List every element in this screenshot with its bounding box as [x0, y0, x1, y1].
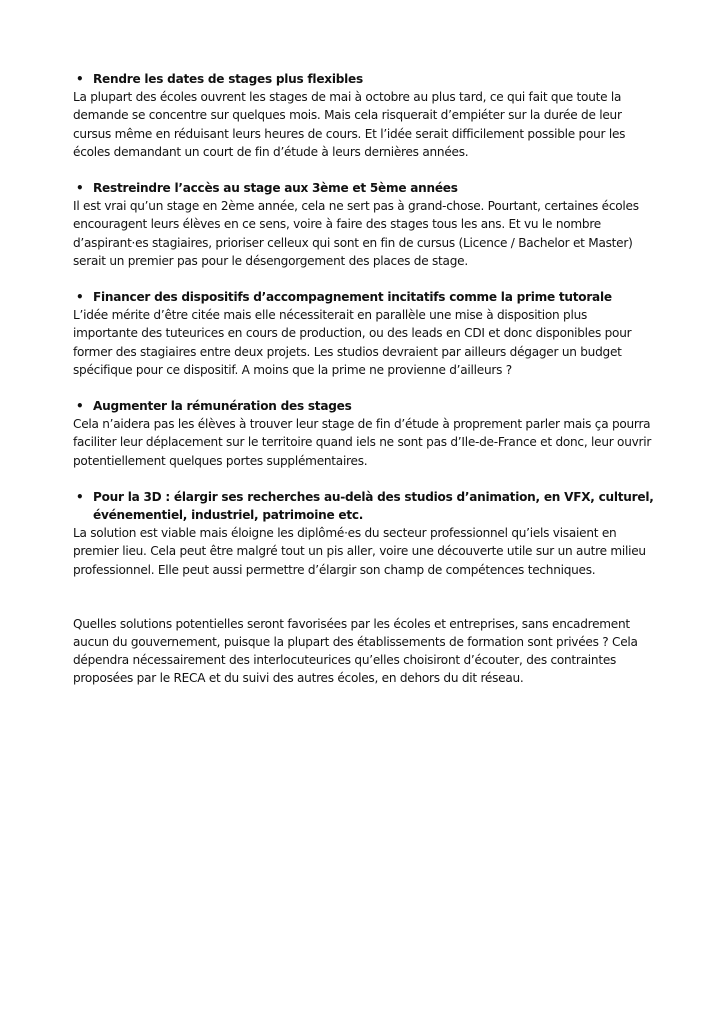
bullet-icon: •: [76, 489, 84, 504]
section-flexible-dates: [73, 70, 655, 161]
section-heading: Financer des dispositifs d’accompagnement incitatifs comme la prime tutorale: [93, 290, 612, 305]
section-restrict-access: [73, 179, 655, 270]
paragraph-spacer: [73, 597, 655, 615]
section-heading: Pour la 3D : élargir ses recherches au-delà des studios d’animation, en VFX, culturel, événementiel, industriel, patrimoine etc.: [93, 489, 654, 523]
section-body: L’idée mérite d’être citée mais elle nécessiterait en parallèle une mise à disposition plus importante des tuteurices en cours de production, ou des leads en CDI et donc disponibles pour former des stagiaires entre deux projets. Les studios devraient par ailleurs dégager un budget spécifique pour ce dispositif. A moins que la prime ne provienne d’ailleurs ?: [73, 308, 632, 377]
section-body: Il est vrai qu’un stage en 2ème année, cela ne sert pas à grand-chose. Pourtant, certaines écoles encouragent leurs élèves en ce sens, voire à faire des stages tous les ans. Et vu le nombre d’aspirant·es stagiaires, prioriser celleux qui sont en fin de cursus (Licence / Bachelor et Master) serait un premier pas pour le désengorgement des places de stage.: [73, 199, 639, 268]
document-page: [73, 70, 655, 688]
section-body: La plupart des écoles ouvrent les stages de mai à octobre au plus tard, ce qui fait que toute la demande se concentre sur quelques mois. Mais cela risquerait d’empiéter sur la durée de leur cursus même en réduisant leurs heures de cours. Et l’idée serait difficilement possible pour les écoles demandant un court de fin d’étude à leurs dernières années.: [73, 90, 626, 159]
bullet-heading: [73, 288, 655, 306]
conclusion-paragraph: Quelles solutions potentielles seront favorisées par les écoles et entreprises, sans encadrement aucun du gouvernement, puisque la plupart des établissements de formation sont privées ? Cela dépendra nécessairement des interlocuteurices qu’elles choisiront d’écouter, des contraintes proposées par le RECA et du suivi des autres écoles, en dehors du dit réseau.: [73, 616, 638, 686]
bullet-heading: [73, 397, 655, 415]
bullet-icon: •: [76, 72, 84, 86]
section-body: La solution est viable mais éloigne les diplômé·es du secteur professionnel qu’iels visaient en premier lieu. Cela peut être malgré tout un pis aller, voire une découverte utile sur un autre milieu professionnel. Elle peut aussi permettre d’élargir son champ de compétences techniques.: [73, 526, 646, 577]
section-heading: Rendre les dates de stages plus flexibles: [93, 72, 363, 86]
bullet-heading: [73, 179, 655, 197]
section-heading: Augmenter la rémunération des stages: [93, 399, 352, 414]
bullet-heading: [73, 70, 655, 88]
section-body: Cela n’aidera pas les élèves à trouver leur stage de fin d’étude à proprement parler mais ça pourra faciliter leur déplacement sur le territoire quand iels ne sont pas d’Ile-de-France et donc, leur ouvrir potentiellement quelques portes supplémentaires.: [73, 417, 652, 468]
bullet-icon: •: [76, 290, 84, 305]
section-3d-broaden: [73, 488, 655, 579]
bullet-icon: •: [76, 181, 84, 196]
bullet-icon: •: [76, 399, 84, 414]
section-funding: [73, 288, 655, 379]
bullet-heading: [73, 488, 655, 524]
section-pay-increase: [73, 397, 655, 470]
section-heading: Restreindre l’accès au stage aux 3ème et 5ème années: [93, 181, 458, 196]
